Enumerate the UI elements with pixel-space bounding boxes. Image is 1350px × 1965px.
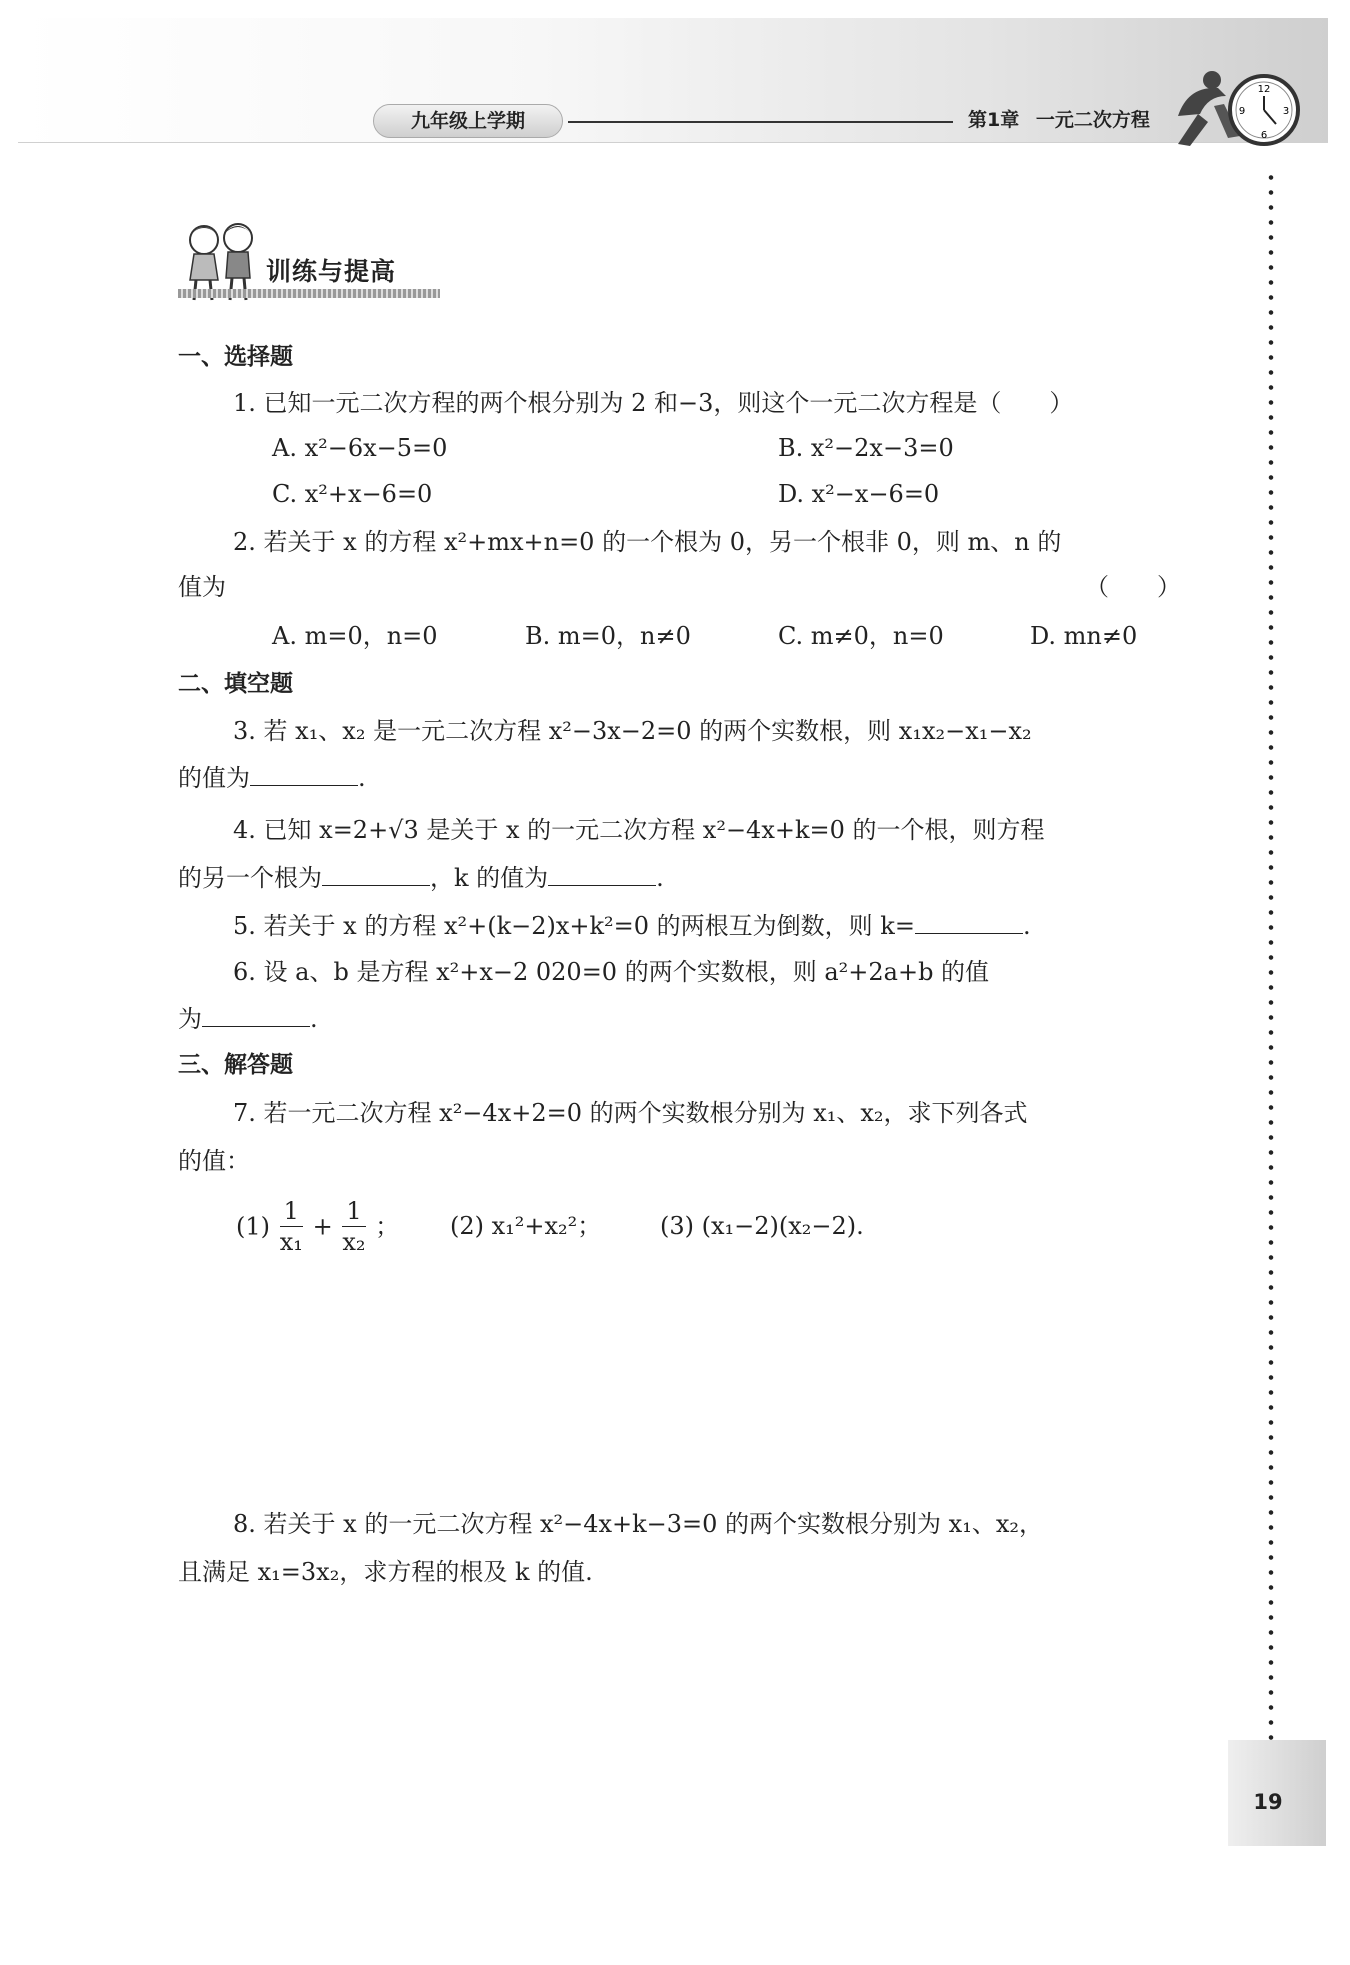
section-heading-choice: 一、选择题 [178, 344, 293, 370]
q5-blank[interactable] [915, 911, 1023, 934]
clock-12: 12 [1257, 84, 1271, 95]
q7-part3: (3) (x₁−2)(x₂−2). [660, 1212, 864, 1240]
q8-line1: 8. 若关于 x 的一元二次方程 x²−4x+k−3=0 的两个实数根分别为 x₁、x₂， [233, 1510, 1043, 1538]
q2-stem-line2: 值为 [178, 573, 226, 601]
grade-badge: 九年级上学期 [373, 104, 563, 138]
clock-9: 9 [1238, 106, 1246, 117]
q1-option-b: B. x²−2x−3=0 [778, 434, 954, 462]
q7-line1: 7. 若一元二次方程 x²−4x+2=0 的两个实数根分别为 x₁、x₂，求下列各式 [233, 1099, 1028, 1127]
page-number: 19 [1253, 1790, 1283, 1814]
q6-blank[interactable] [202, 1004, 310, 1027]
chapter-title: 第1章 一元二次方程 [968, 109, 1150, 131]
clock-6: 6 [1260, 130, 1268, 141]
banner-underline [178, 289, 440, 298]
header-rule [18, 142, 1328, 143]
q7-fraction-1: $\frac{1}{\text{x₁}}$ [279, 1197, 303, 1256]
q2-option-b: B. m=0，n≠0 [525, 622, 691, 650]
header-divider [568, 121, 953, 123]
q3-line1: 3. 若 x₁、x₂ 是一元二次方程 x²−3x−2=0 的两个实数根，则 x₁x₂−x₁−x₂ [233, 717, 1032, 745]
q2-answer-paren: （ ） [1085, 573, 1181, 601]
q7-part1: (1) $\frac{1}{\text{x₁}}$ + $\frac{1}{\text{x₂}}$ ； [236, 1197, 400, 1256]
q7-line2: 的值： [178, 1147, 250, 1175]
q7-fraction-2: $\frac{1}{\text{x₂}}$ [342, 1197, 366, 1256]
q4-blank-root[interactable] [322, 863, 430, 886]
q3-line2: 的值为 . [178, 764, 366, 792]
q6-line1: 6. 设 a、b 是方程 x²+x−2 020=0 的两个实数根，则 a²+2a+b 的值 [233, 958, 990, 986]
q5-line: 5. 若关于 x 的方程 x²+(k−2)x+k²=0 的两根互为倒数，则 k= . [233, 912, 1031, 940]
q1-option-d: D. x²−x−6=0 [778, 480, 940, 508]
q7-part2: (2) x₁²+x₂²； [450, 1212, 602, 1240]
dotted-margin-line [1268, 170, 1274, 1745]
q1-stem: 1. 已知一元二次方程的两个根分别为 2 和−3，则这个一元二次方程是（ ） [233, 389, 1074, 417]
q3-blank[interactable] [250, 763, 358, 786]
q2-option-d: D. mn≠0 [1030, 622, 1138, 650]
q4-line1: 4. 已知 x=2+√3 是关于 x 的一元二次方程 x²−4x+k=0 的一个根，则方程 [233, 816, 1045, 844]
q4-blank-k[interactable] [548, 863, 656, 886]
q2-option-c: C. m≠0，n=0 [778, 622, 944, 650]
q6-line2: 为 . [178, 1005, 318, 1033]
banner-title: 训练与提高 [266, 257, 397, 286]
q8-line2: 且满足 x₁=3x₂，求方程的根及 k 的值. [178, 1558, 593, 1586]
section-heading-fill: 二、填空题 [178, 671, 293, 697]
q1-option-c: C. x²+x−6=0 [272, 480, 433, 508]
clock-3: 3 [1282, 106, 1290, 117]
q4-line2: 的另一个根为 ，k 的值为 . [178, 864, 664, 892]
q1-option-a: A. x²−6x−5=0 [272, 434, 448, 462]
q2-option-a: A. m=0，n=0 [272, 622, 438, 650]
q2-stem-line1: 2. 若关于 x 的方程 x²+mx+n=0 的一个根为 0，另一个根非 0，则 m、n 的 [233, 528, 1062, 556]
runner-clock-logo [1168, 66, 1306, 150]
section-heading-solve: 三、解答题 [178, 1052, 293, 1078]
